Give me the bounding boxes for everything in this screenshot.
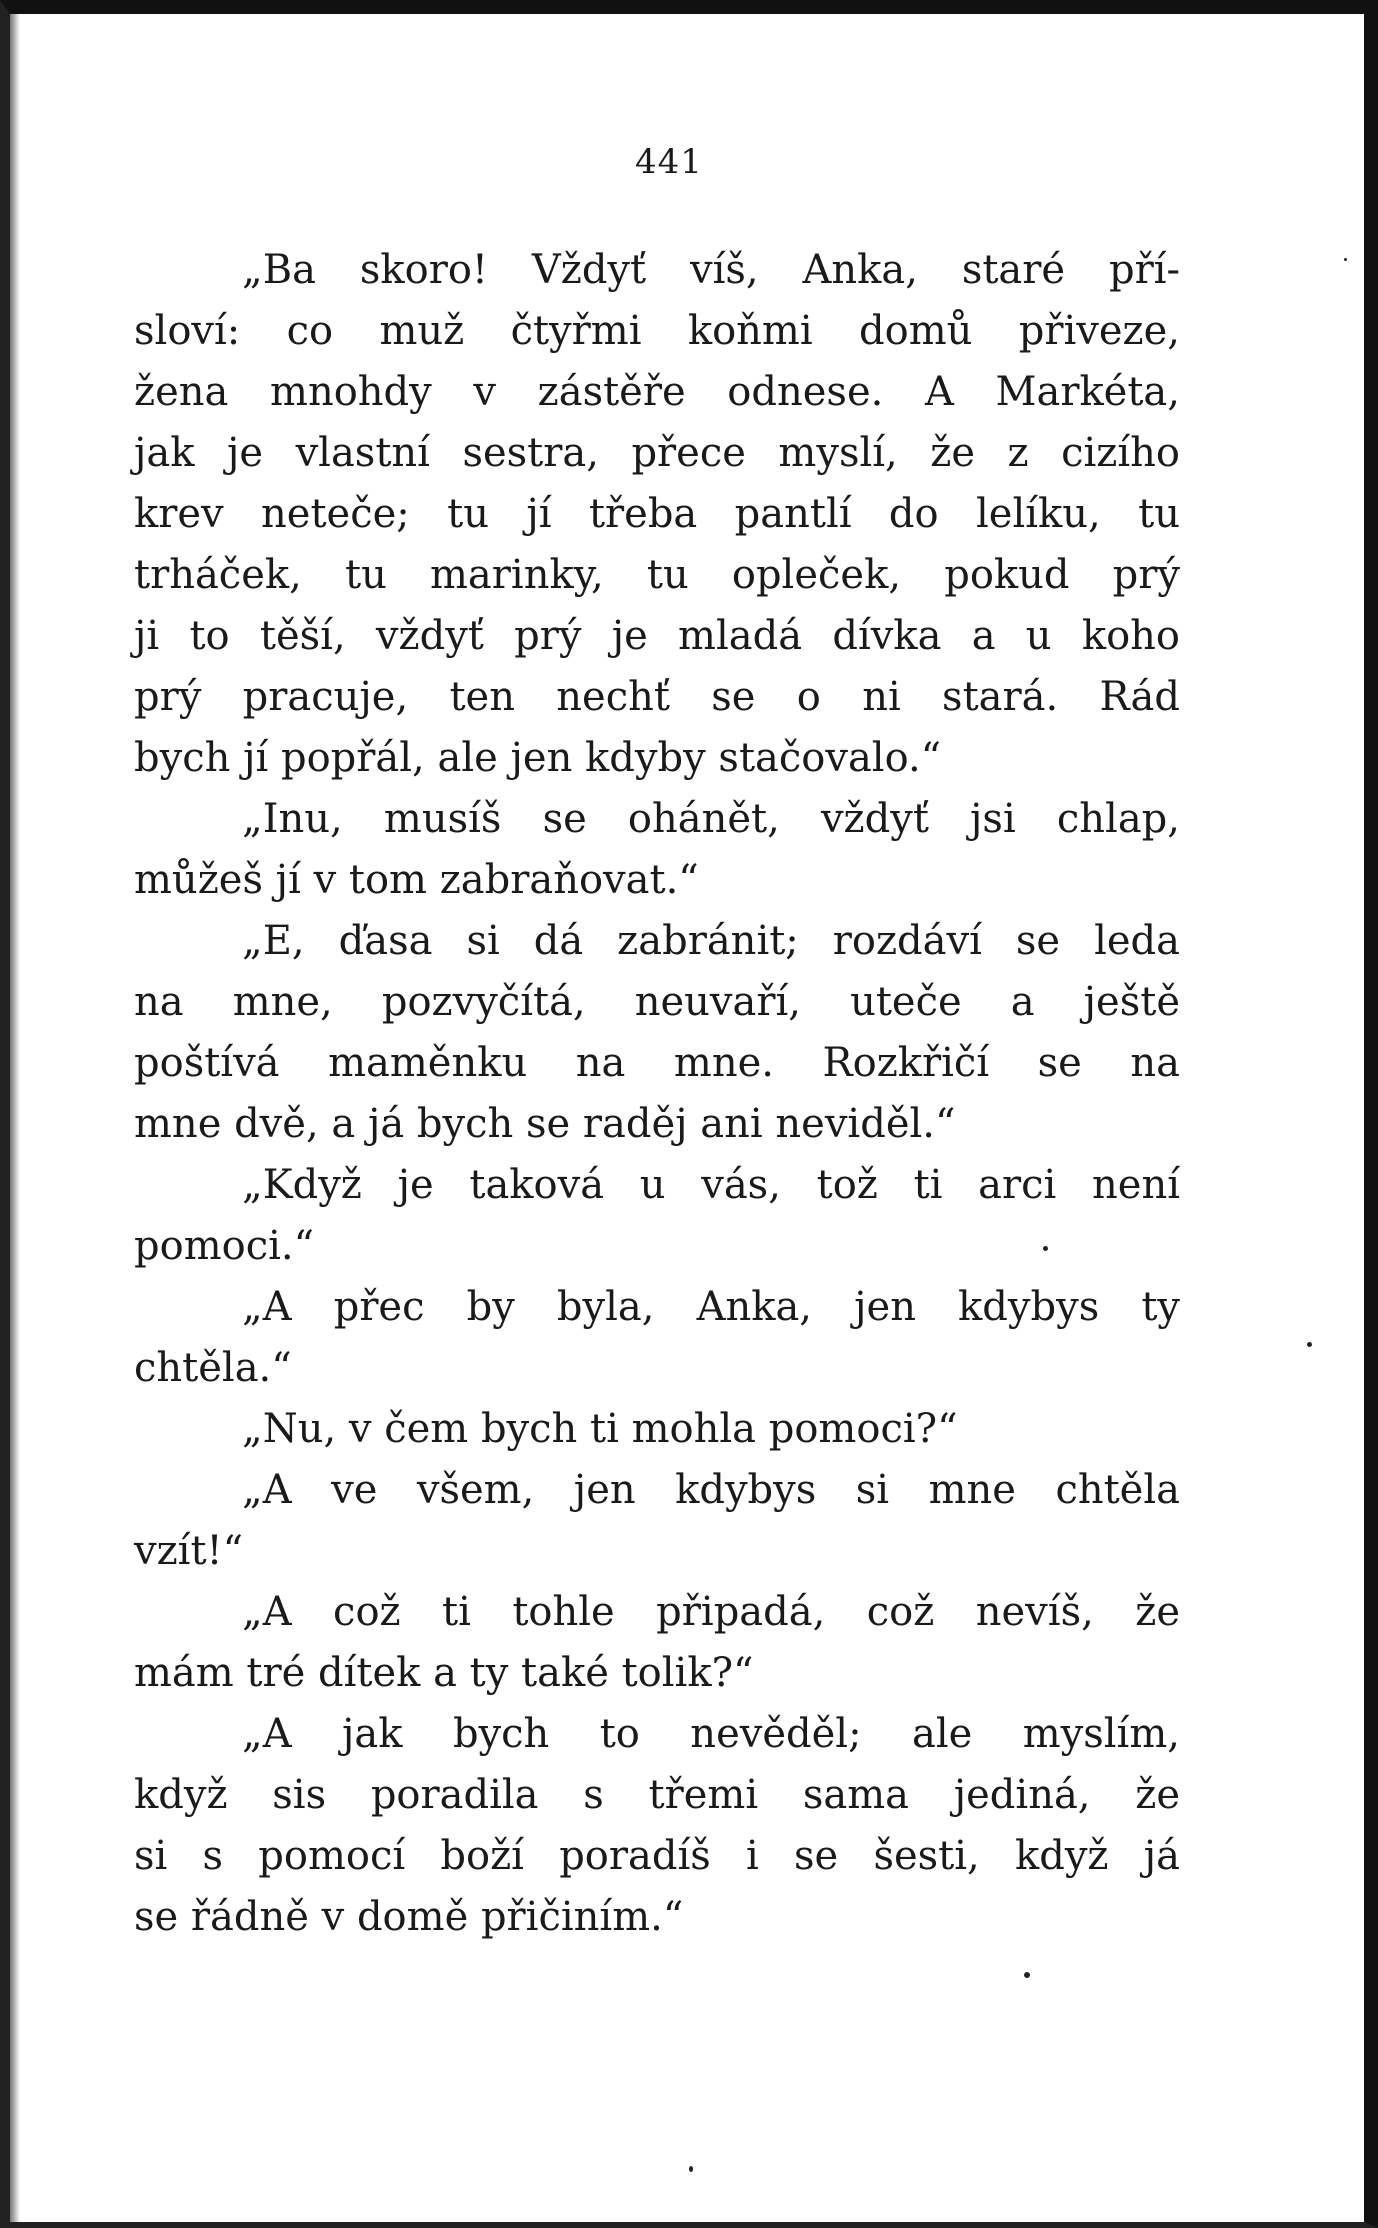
text-line: poštívá maměnku na mne. Rozkřičí se na xyxy=(134,1040,1180,1086)
text-line: „Když je taková u vás, tož ti arci není xyxy=(242,1162,1180,1208)
text-line: chtěla.“ xyxy=(134,1345,292,1391)
text-line: sloví: co muž čtyřmi koňmi domů přiveze, xyxy=(134,308,1180,354)
text-line: vzít!“ xyxy=(134,1528,244,1574)
text-line: na mne, pozvyčítá, neuvaří, uteče a ještě xyxy=(134,979,1180,1025)
text-line: „A jak bych to nevěděl; ale myslím, xyxy=(242,1711,1180,1757)
text-line: bych jí popřál, ale jen kdyby stačovalo.“ xyxy=(134,735,942,781)
ink-speck xyxy=(1344,258,1347,261)
text-line: jak je vlastní sestra, přece myslí, že z cizího xyxy=(134,430,1180,476)
text-line: se řádně v domě přičiním.“ xyxy=(134,1894,684,1940)
text-line: mne dvě, a já bych se raděj ani neviděl.“ xyxy=(134,1101,956,1147)
text-line: když sis poradila s třemi sama jediná, že xyxy=(134,1772,1180,1818)
text-line: prý pracuje, ten nechť se o ni stará. Rád xyxy=(134,674,1180,720)
text-line: „A přec by byla, Anka, jen kdybys ty xyxy=(242,1284,1180,1330)
body-text xyxy=(134,240,1180,1948)
page-number: 441 xyxy=(635,142,703,182)
text-line: krev neteče; tu jí třeba pantlí do lelíku, tu xyxy=(134,491,1180,537)
text-line: si s pomocí boží poradíš i se šesti, když já xyxy=(134,1833,1180,1879)
ink-speck xyxy=(1307,1342,1312,1347)
text-line: ji to těší, vždyť prý je mladá dívka a u koho xyxy=(134,613,1180,659)
ink-speck xyxy=(1043,1246,1048,1251)
text-line: mám tré dítek a ty také tolik?“ xyxy=(134,1650,754,1696)
text-line: trháček, tu marinky, tu opleček, pokud prý xyxy=(134,552,1180,598)
ink-speck xyxy=(1024,1972,1030,1978)
text-line: „Inu, musíš se ohánět, vždyť jsi chlap, xyxy=(242,796,1180,842)
text-line: „E, ďasa si dá zabránit; rozdáví se leda xyxy=(242,918,1180,964)
text-line: žena mnohdy v zástěře odnese. A Markéta, xyxy=(134,369,1180,415)
text-line: můžeš jí v tom zabraňovat.“ xyxy=(134,857,699,903)
text-line: „A což ti tohle připadá, což nevíš, že xyxy=(242,1589,1180,1635)
text-line: „A ve všem, jen kdybys si mne chtěla xyxy=(242,1467,1180,1513)
text-line: pomoci.“ xyxy=(134,1223,315,1269)
page-edge-shadow xyxy=(10,14,20,2222)
text-line: „Ba skoro! Vždyť víš, Anka, staré pří- xyxy=(242,247,1180,293)
text-line: „Nu, v čem bych ti mohla pomoci?“ xyxy=(242,1406,958,1452)
ink-speck xyxy=(689,2166,693,2172)
